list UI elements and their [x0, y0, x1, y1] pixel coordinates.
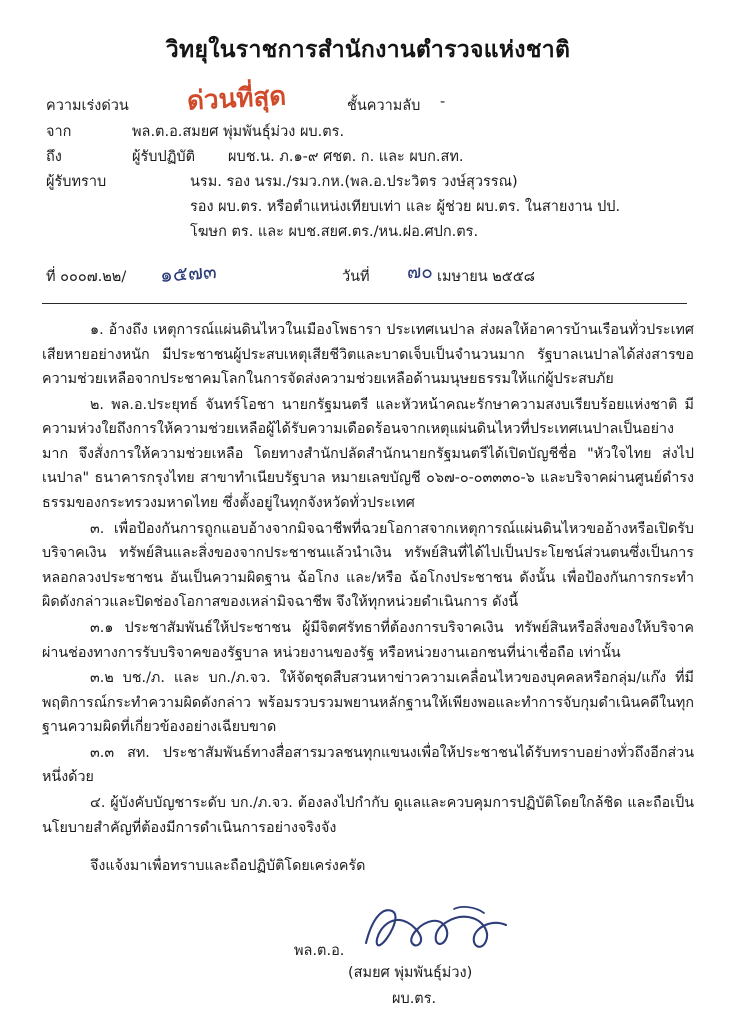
paragraph-3: ๓. เพื่อป้องกันการถูกแอบอ้างจากมิจฉาชีพที่ฉวยโอกาสจากเหตุการณ์แผ่นดินไหวขออ้างหรือเปิดรับบริจาคเงิน ทรัพย์สินและสิ่งของจากประชาชนแล้วนำเงิน ทรัพย์สินที่ได้ไปเป็นประโยชน์ส่วนตนซึ่งเป็นการหลอกลวงประชาชน อันเป็นความผิดฐาน ฉ้อโกง และ/หรือ ฉ้อโกงประชาชน ดังนั้น เพื่อป้องกันการกระทำผิดดังกล่าวและปิดช่องโอกาสของเหล่ามิจฉาชีพ จึงให้ทุกหน่วยดำเนินการ ดังนี้ [42, 520, 694, 611]
signature-name: (สมยศ พุ่มพันธุ์ม่วง) [348, 964, 473, 981]
cc-line-2: รอง ผบ.ตร. หรือตำแหน่งเทียบเท่า และ ผู้ช่วย ผบ.ตร. ในสายงาน ปป. [190, 199, 621, 215]
urgency-stamp: ด่วนที่สุด [186, 81, 287, 117]
reference-row [42, 259, 694, 293]
date-label: วันที่ [342, 269, 370, 285]
paragraph-3-1: ๓.๑ ประชาสัมพันธ์ให้ประชาชน ผู้มีจิตศรัทธาที่ต้องการบริจาคเงิน ทรัพย์สินหรือสิ่งของให้บริจาคผ่านช่องทางการรับบริจาคของรัฐบาล หน่วยงานของรัฐ หรือหน่วยงานเอกชนที่น่าเชื่อถือ เท่านั้น [42, 619, 694, 661]
closing-statement: จึงแจ้งมาเพื่อทราบและถือปฏิบัติโดยเคร่งครัด [90, 858, 366, 875]
signature-position: ผบ.ตร. [392, 990, 437, 1007]
header-fields [42, 120, 694, 245]
date-month-year: เมษายน ๒๕๕๘ [437, 269, 535, 285]
from-value: พล.ต.อ.สมยศ พุ่มพันธุ์ม่วง ผบ.ตร. [132, 124, 345, 140]
to-row [42, 145, 694, 170]
document-body [42, 18, 694, 1025]
paragraph-3-3: ๓.๓ สท. ประชาสัมพันธ์ทางสื่อสารมวลชนทุกแขนงเพื่อให้ประชาชนได้รับทราบอย่างทั่วถึงอีกส่วนหนึ่งด้วย [42, 744, 694, 786]
to-recipient-detail: ผบช.น. ภ.๑-๙ ศชต. ก. และ ผบก.สท. [228, 149, 464, 165]
from-row [42, 120, 694, 145]
cc-label: ผู้รับทราบ [46, 174, 107, 190]
cc-row-2 [42, 195, 694, 220]
handwritten-signature-icon [358, 901, 518, 959]
signature-rank: พล.ต.อ. [294, 942, 345, 959]
paragraph-3-2: ๓.๒ บช./ภ. และ บก./ภ.จว. ให้จัดชุดสืบสวนหาข่าวความเคลื่อนไหวของบุคคลหรือกลุ่ม/แก๊ง ที่มีพฤติการณ์กระทำความผิดดังกล่าว พร้อมรวบรวมพยานหลักฐานให้เพียงพอและทำการจับกุมดำเนินคดีในทุกฐานความผิดที่เกี่ยวข้องอย่างเฉียบขาด [42, 670, 694, 736]
urgency-label: ความเร่งด่วน [46, 98, 129, 114]
letter-content [42, 318, 694, 879]
horizontal-divider [42, 303, 687, 304]
cc-row-3 [42, 220, 694, 245]
secrecy-value: - [440, 94, 446, 110]
paragraph-2: ๒. พล.อ.ประยุทธ์ จันทร์โอชา นายกรัฐมนตรี และหัวหน้าคณะรักษาความสงบเรียบร้อยแห่งชาติ มีความห่วงใยถึงการให้ความช่วยเหลือผู้ได้รับความเดือดร้อนจากเหตุแผ่นดินไหวที่ประเทศเนปาลเป็นอย่างมาก จึงสั่งการให้ความช่วยเหลือ โดยทางสำนักปลัดสำนักนายกรัฐมนตรีได้เปิดบัญชีชื่อ "หัวใจไทย ส่งไปเนปาล" ธนาคารกรุงไทย สาขาทำเนียบรัฐบาล หมายเลขบัญชี ๐๖๗-๐-๐๓๓๓๐-๖ และบริจาคผ่านศูนย์ดำรงธรรมของกระทรวงมหาดไทย ซึ่งตั้งอยู่ในทุกจังหวัดทั่วประเทศ [42, 396, 694, 512]
signature-block [42, 905, 694, 1025]
paragraph-1: ๑. อ้างถึง เหตุการณ์แผ่นดินไหวในเมืองโพธารา ประเทศเนปาล ส่งผลให้อาคารบ้านเรือนทั่วประเทศเสียหายอย่างหนัก มีประชาชนผู้ประสบเหตุเสียชีวิตและบาดเจ็บเป็นจำนวนมาก รัฐบาลเนปาลได้ส่งสารขอความช่วยเหลือจากประชาคมโลกในการจัดส่งความช่วยเหลือด้านมนุษยธรรมให้แก่ผู้ประสบภัย [42, 322, 694, 388]
cc-line-3: โฆษก ตร. และ ผบช.สยศ.ตร./หน.ฝอ.ศปก.ตร. [190, 224, 479, 240]
cc-row [42, 170, 694, 195]
reference-number-handwritten: ๑๕๗๓ [159, 259, 218, 287]
reference-number-label: ที่ ๐๐๐๗.๒๒/ [46, 269, 127, 285]
page-title: วิทยุในราชการสำนักงานตำรวจแห่งชาติ [165, 37, 571, 63]
cc-line-1: นรม. รอง นรม./รมว.กห.(พล.อ.ประวิตร วงษ์สุวรรณ) [190, 174, 518, 190]
secrecy-label: ชั้นความลับ [347, 98, 421, 114]
from-label: จาก [46, 124, 72, 140]
to-recipient-label: ผู้รับปฏิบัติ [132, 149, 196, 165]
to-label: ถึง [46, 149, 62, 165]
urgency-row [42, 74, 694, 116]
paragraph-4: ๔. ผู้บังคับบัญชาระดับ บก./ภ.จว. ต้องลงไปกำกับ ดูแลและควบคุมการปฏิบัติโดยใกล้ชิด และถือเป็นนโยบายสำคัญที่ต้องมีการดำเนินการอย่างจริงจัง [42, 794, 694, 836]
date-day: ๗๐ [407, 261, 433, 283]
